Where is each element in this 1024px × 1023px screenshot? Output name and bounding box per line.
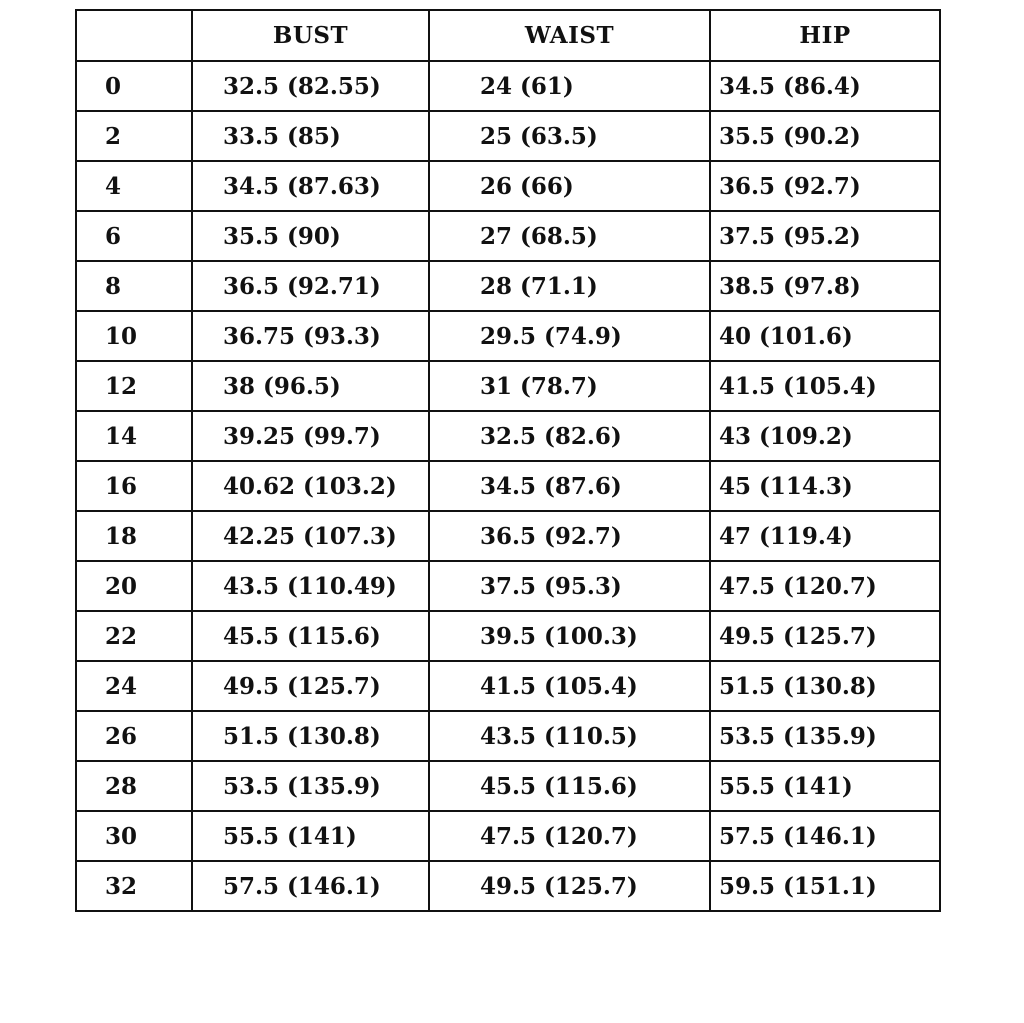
waist-cell: 28 (71.1)	[429, 261, 710, 311]
hip-cell: 40 (101.6)	[710, 311, 940, 361]
bust-cell: 49.5 (125.7)	[192, 661, 429, 711]
size-cell: 14	[76, 411, 192, 461]
size-cell: 6	[76, 211, 192, 261]
table-row	[76, 261, 940, 311]
bust-cell: 39.25 (99.7)	[192, 411, 429, 461]
waist-cell: 41.5 (105.4)	[429, 661, 710, 711]
bust-cell: 34.5 (87.63)	[192, 161, 429, 211]
table-row	[76, 761, 940, 811]
size-cell: 0	[76, 61, 192, 111]
size-cell: 22	[76, 611, 192, 661]
waist-cell: 25 (63.5)	[429, 111, 710, 161]
waist-cell: 47.5 (120.7)	[429, 811, 710, 861]
bust-cell: 53.5 (135.9)	[192, 761, 429, 811]
waist-cell: 39.5 (100.3)	[429, 611, 710, 661]
bust-cell: 32.5 (82.55)	[192, 61, 429, 111]
table-row	[76, 611, 940, 661]
size-cell: 20	[76, 561, 192, 611]
waist-cell: 31 (78.7)	[429, 361, 710, 411]
hip-cell: 47 (119.4)	[710, 511, 940, 561]
hip-cell: 41.5 (105.4)	[710, 361, 940, 411]
hip-cell: 38.5 (97.8)	[710, 261, 940, 311]
header-size	[76, 10, 192, 61]
table-row	[76, 361, 940, 411]
bust-cell: 43.5 (110.49)	[192, 561, 429, 611]
bust-cell: 55.5 (141)	[192, 811, 429, 861]
hip-cell: 51.5 (130.8)	[710, 661, 940, 711]
size-cell: 10	[76, 311, 192, 361]
size-cell: 26	[76, 711, 192, 761]
waist-cell: 24 (61)	[429, 61, 710, 111]
bust-cell: 40.62 (103.2)	[192, 461, 429, 511]
hip-cell: 55.5 (141)	[710, 761, 940, 811]
bust-cell: 35.5 (90)	[192, 211, 429, 261]
hip-cell: 57.5 (146.1)	[710, 811, 940, 861]
table-row	[76, 861, 940, 911]
table-row	[76, 61, 940, 111]
bust-cell: 45.5 (115.6)	[192, 611, 429, 661]
hip-cell: 43 (109.2)	[710, 411, 940, 461]
hip-cell: 47.5 (120.7)	[710, 561, 940, 611]
hip-cell: 49.5 (125.7)	[710, 611, 940, 661]
bust-cell: 36.5 (92.71)	[192, 261, 429, 311]
hip-cell: 53.5 (135.9)	[710, 711, 940, 761]
table-row	[76, 311, 940, 361]
size-cell: 8	[76, 261, 192, 311]
hip-cell: 45 (114.3)	[710, 461, 940, 511]
size-cell: 18	[76, 511, 192, 561]
size-cell: 24	[76, 661, 192, 711]
bust-cell: 36.75 (93.3)	[192, 311, 429, 361]
hip-cell: 35.5 (90.2)	[710, 111, 940, 161]
waist-cell: 34.5 (87.6)	[429, 461, 710, 511]
hip-cell: 34.5 (86.4)	[710, 61, 940, 111]
bust-cell: 57.5 (146.1)	[192, 861, 429, 911]
header-bust: BUST	[192, 10, 429, 61]
bust-cell: 51.5 (130.8)	[192, 711, 429, 761]
size-cell: 4	[76, 161, 192, 211]
table-body	[76, 61, 940, 911]
waist-cell: 43.5 (110.5)	[429, 711, 710, 761]
table-row	[76, 511, 940, 561]
size-cell: 2	[76, 111, 192, 161]
waist-cell: 26 (66)	[429, 161, 710, 211]
table-row	[76, 461, 940, 511]
table-row	[76, 161, 940, 211]
waist-cell: 29.5 (74.9)	[429, 311, 710, 361]
table-row	[76, 711, 940, 761]
waist-cell: 32.5 (82.6)	[429, 411, 710, 461]
header-hip: HIP	[710, 10, 940, 61]
bust-cell: 38 (96.5)	[192, 361, 429, 411]
header-waist: WAIST	[429, 10, 710, 61]
waist-cell: 49.5 (125.7)	[429, 861, 710, 911]
size-cell: 28	[76, 761, 192, 811]
table-row	[76, 561, 940, 611]
table-row	[76, 811, 940, 861]
waist-cell: 37.5 (95.3)	[429, 561, 710, 611]
waist-cell: 36.5 (92.7)	[429, 511, 710, 561]
waist-cell: 27 (68.5)	[429, 211, 710, 261]
waist-cell: 45.5 (115.6)	[429, 761, 710, 811]
size-cell: 16	[76, 461, 192, 511]
bust-cell: 42.25 (107.3)	[192, 511, 429, 561]
size-cell: 30	[76, 811, 192, 861]
table-row	[76, 111, 940, 161]
bust-cell: 33.5 (85)	[192, 111, 429, 161]
size-cell: 12	[76, 361, 192, 411]
hip-cell: 59.5 (151.1)	[710, 861, 940, 911]
table-row	[76, 661, 940, 711]
header-row	[76, 10, 940, 61]
hip-cell: 37.5 (95.2)	[710, 211, 940, 261]
size-cell: 32	[76, 861, 192, 911]
hip-cell: 36.5 (92.7)	[710, 161, 940, 211]
size-chart-table	[75, 9, 941, 912]
table-row	[76, 411, 940, 461]
table-row	[76, 211, 940, 261]
